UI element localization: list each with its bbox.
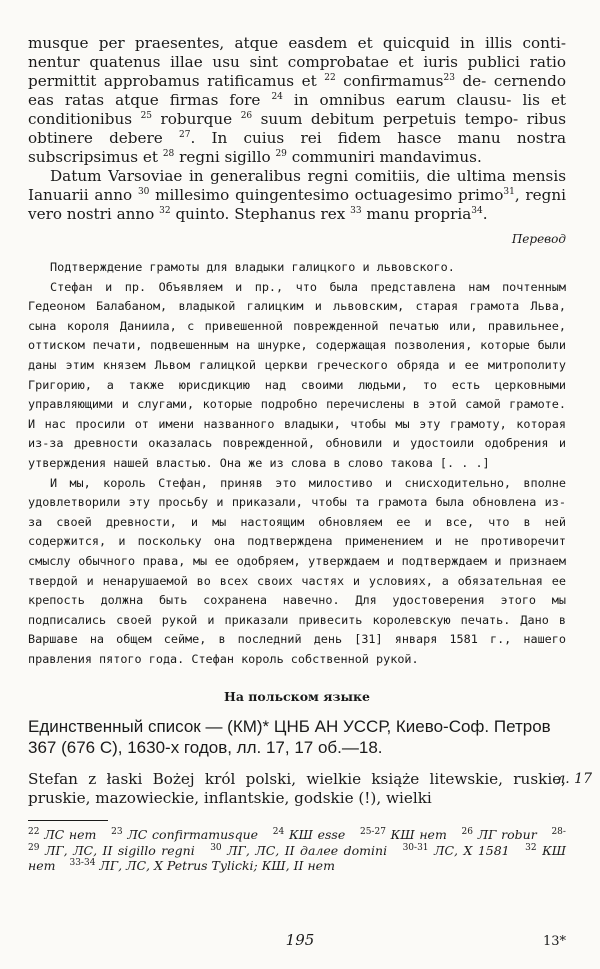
footnote-ref: 25 (140, 110, 153, 121)
translation-paragraph-2: И мы, король Стефан, приняв это милостиво и снисходительно, вполне удовлетворили эту просьбу и приказали, чтобы та грамота была обновлена из-за своей древности, и мы настоящим обновляем ее и все, что в ней содержится, и поскольку она подтверждена применением и не противоречит смыслу обычного права, мы ее одобряем, утверждаем и подтверждаем и признаем твердой и ненарушаемой во всех своих частях и условиях, а обязательная ее крепость должна быть сохранена навечно. Для удостоверения этого мы подписались своей рукой и приказали привесить королевскую печать. Дано в Варшаве на общем сейме, в последний день [31] января 1581 г., нашего правления пятого года. Стефан король собственной рукой. (28, 475, 566, 666)
footnote-ref: 33 (350, 205, 362, 216)
polish-text: Stefan z łaski Bożej król polski, wielkie książe litewskie, ruskie, pruskie, mazowieckie, inflantskie, godskie (!), wielki л. 17 (28, 770, 592, 808)
footnote-ref: 24 (271, 91, 283, 102)
source-note: Единственный список — (КМ)* ЦНБ АН УССР, Киево-Соф. Петров 367 (676 С), 1630-х годов, лл. 17, 17 об.—18. (28, 717, 551, 758)
footnote-ref: 34 (471, 205, 483, 216)
translation-title: Подтверждение грамоты для владыки галицкого и львовского. (50, 260, 455, 274)
footnote-ref: 23 (443, 72, 455, 83)
footnote-ref: 31 (503, 186, 515, 197)
footnote: $^{30-31}$ ЛС, Х 1581 (402, 842, 510, 858)
margin-note: л. 17 (556, 771, 592, 788)
document-page (28, 34, 592, 874)
footnote-ref: 29 (275, 148, 287, 159)
footnote: $^{24}$ КШ esse (272, 827, 346, 843)
footnote-ref: 26 (240, 110, 253, 121)
footnote: $^{33-34}$ ЛГ, ЛС, Х Petrus Tylicki; КШ, II нет (69, 858, 335, 874)
footnote: $^{23}$ ЛС confirmamusque (111, 827, 259, 843)
footnote: $^{26}$ ЛГ robur (461, 827, 537, 843)
footnote-ref: 28 (162, 148, 175, 159)
footnote-ref: 27 (178, 129, 191, 140)
footnote-ref: 32 (159, 205, 171, 216)
footnote: $^{25-27}$ КШ нет (359, 827, 447, 843)
page-number: 195 (285, 931, 315, 949)
latin-paragraph-1: musque per praesentes, atque easdem et quicquid in illis conti- nentur quatenus illae usu sint comprobatae et iuris publici ratio permittit approbamus ratificamus et $^{22}$ confirmamus$^{23}$ de- cernendo eas ratas atque firmas fore $^{24}$ in omnibus earum clausu- lis et conditionibus $^{25}$ roburque $^{26}$ suum debitum perpetuis tempo- ribus obtinere debere $^{27}$. In cuius rei fidem hasce manu nostra subscripsimus et $^{28}$ regni sigillo $^{29}$ communiri mandavimus. (28, 34, 567, 166)
signature-mark: 13* (542, 934, 566, 949)
footnotes (28, 827, 566, 874)
latin-paragraph-2: Datum Varsoviae in generalibus regni comitiis, die ultima mensis Ianuarii anno $^{30}$ millesimo quingentesimo octuagesimo primo$^{31}$, regni vero nostri anno $^{32}$ quinto. Stephanus rex $^{33}$ manu propria$^{34}$. (28, 167, 567, 223)
footnote: $^{32}$ КШ нет (28, 842, 567, 874)
footnote-ref: 30 (137, 186, 150, 197)
translation-paragraph-1: Стефан и пр. Объявляем и пр., что была представлена нам почтенным Гедеоном Балабаном, владыкой галицким и львовским, старая грамота Льва, сына короля Даниила, с привешенной поврежденной печатью или, правильнее, оттиском печати, подвешенным на шнурке, содержащая позволения, которые были даны этим князем Львом галицкой церкви греческого обряда и ее митрополиту Григорию, а также юрисдикцию над своими людьми, то есть церковными управляющими и слугами, которые подробно перечислены в этой самой грамоте. И нас просили от имени названного владыки, чтобы мы эту грамоту, которая из-за древности оказалась поврежденной, обновили и удостоили одобрения и утверждения нашей властью. Она же из слова в слово такова [. . .] (28, 279, 566, 470)
footnote-ref: 22 (324, 72, 336, 83)
translation-label: Перевод (511, 232, 566, 246)
translation-text (28, 258, 566, 669)
footnote-rule (28, 820, 108, 821)
footnote: $^{22}$ ЛС нет (28, 827, 97, 843)
footnote: $^{28-29}$ ЛГ, ЛС, II sigillo regni (28, 827, 566, 858)
latin-text (28, 34, 566, 224)
section-heading: На польском языке (224, 689, 370, 705)
footnote: $^{30}$ ЛГ, ЛС, II далее domini (210, 842, 388, 858)
